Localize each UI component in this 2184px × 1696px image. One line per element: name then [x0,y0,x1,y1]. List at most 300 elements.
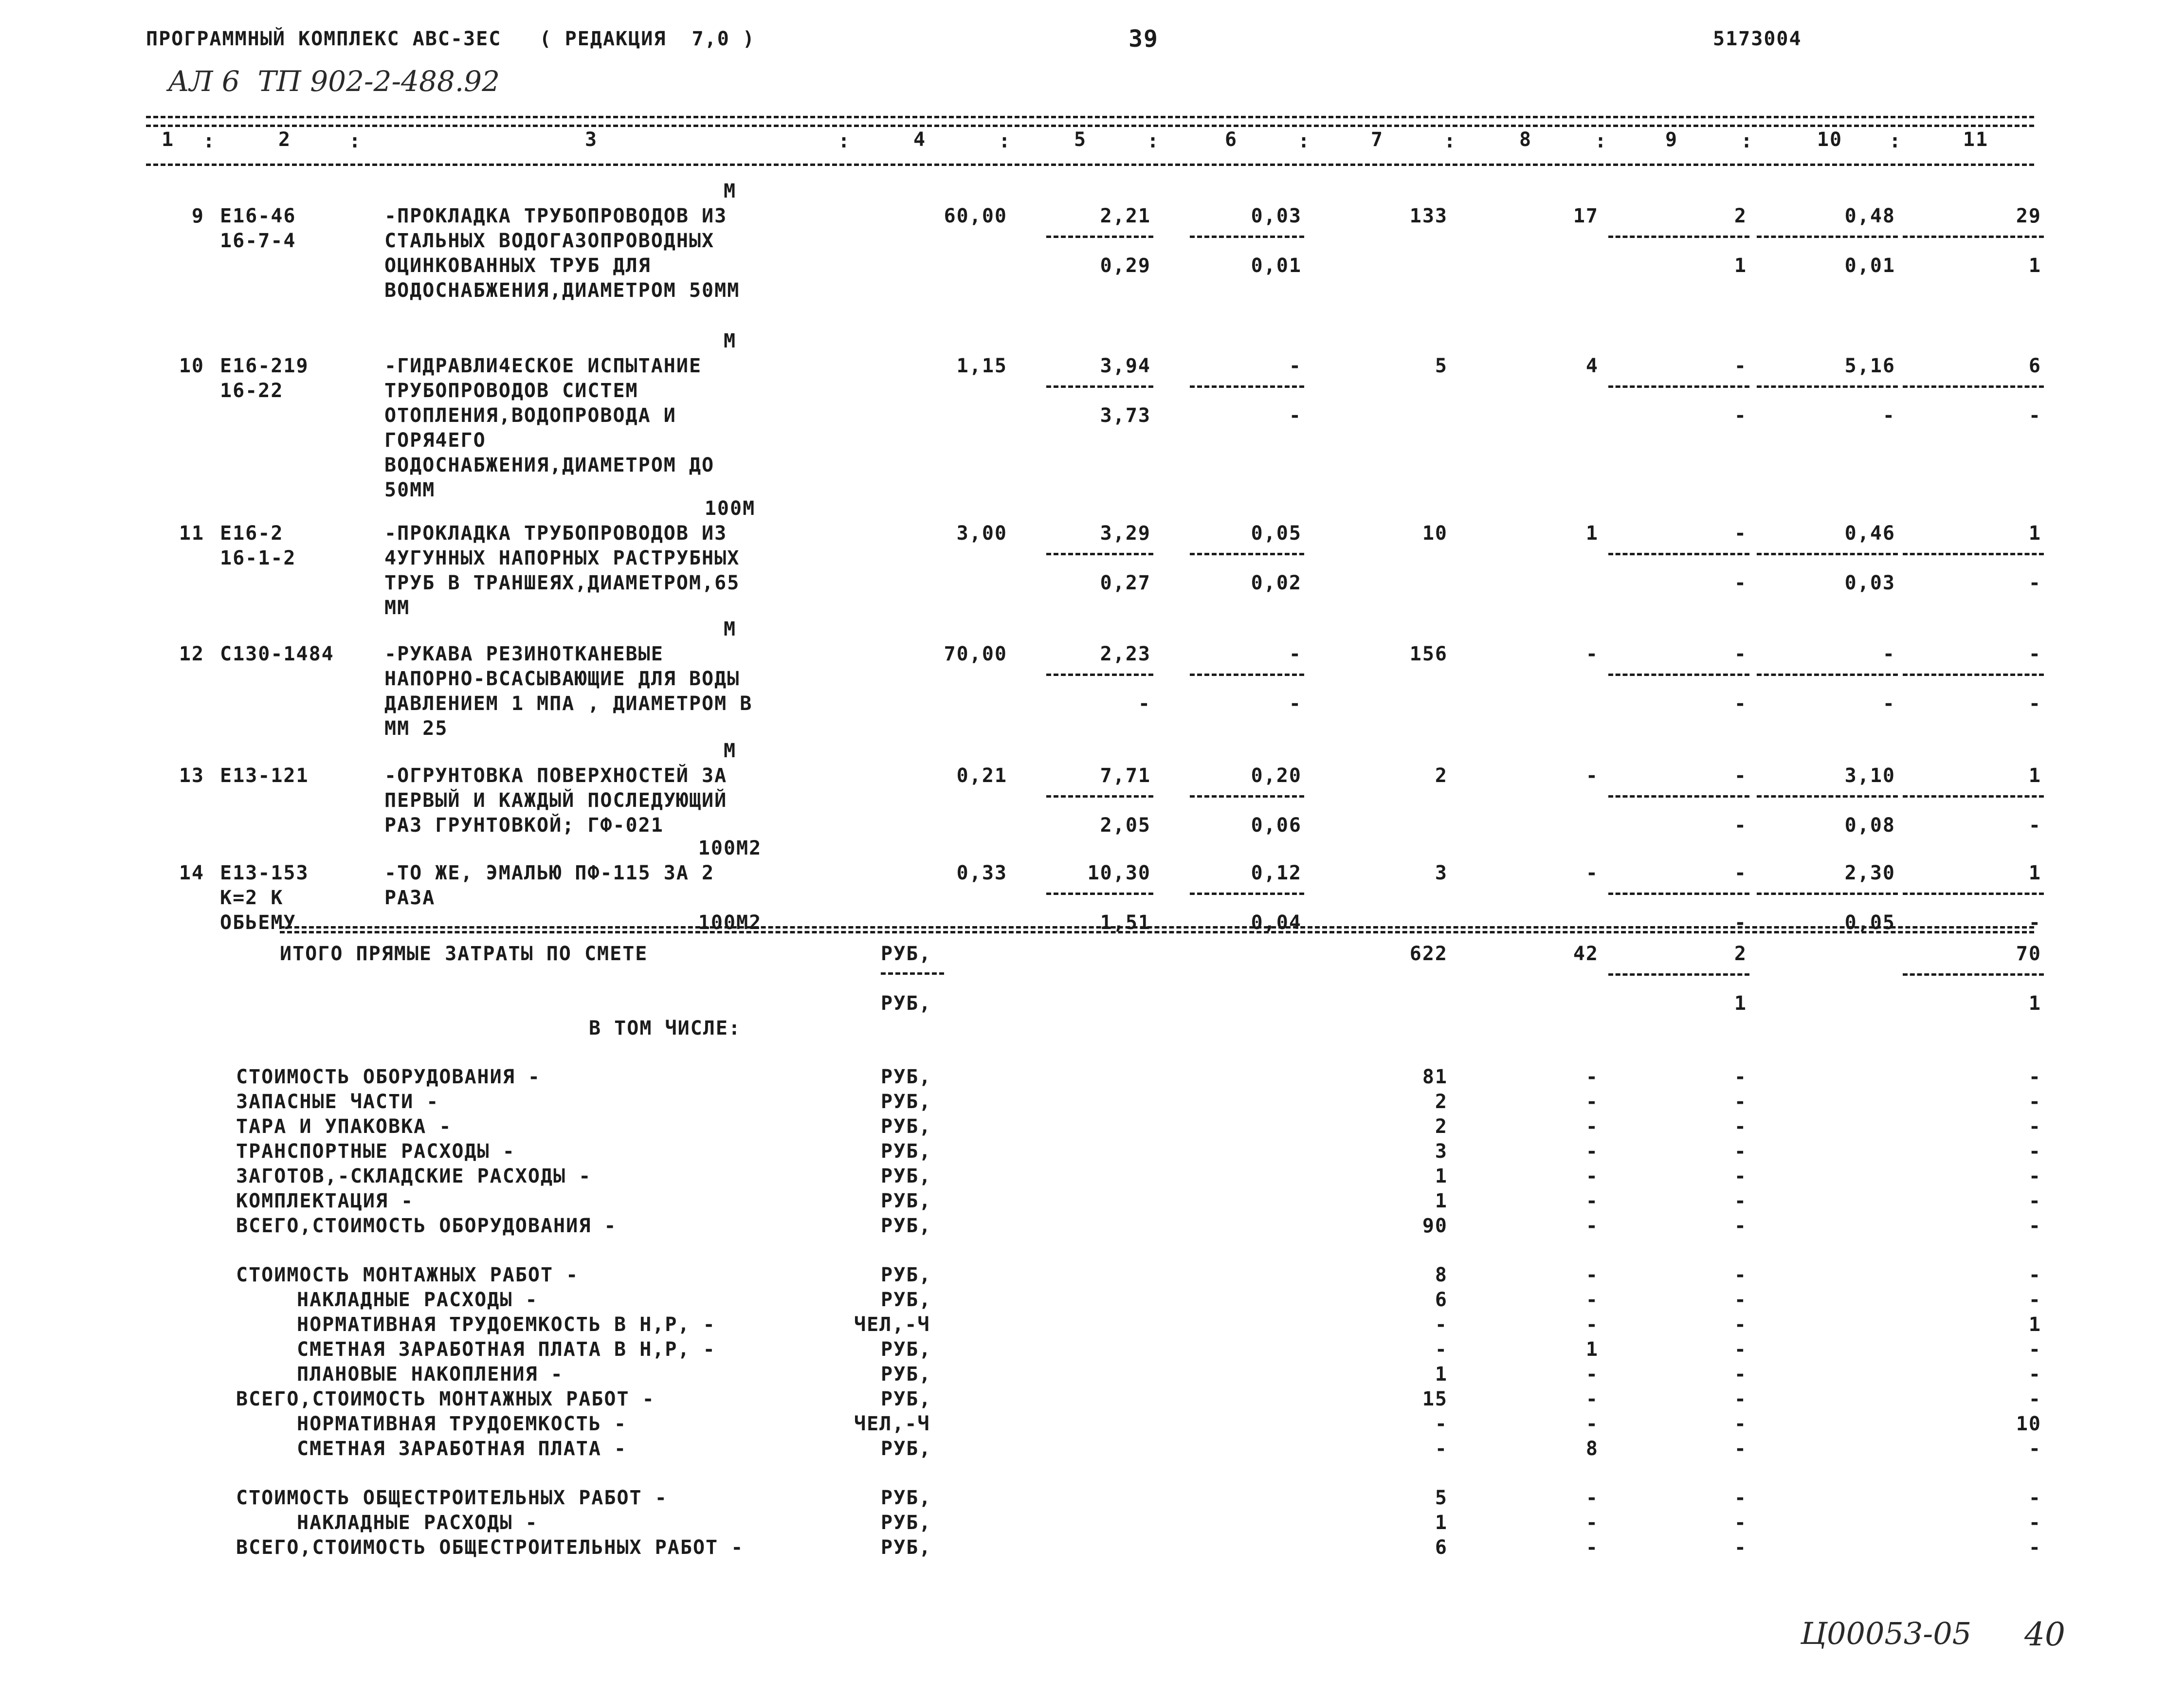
row-unit-price: 2,23 [1100,643,1151,665]
summary-cost: 3 [1435,1140,1448,1163]
row-wages: 1 [1585,522,1599,545]
program-title: ПРОГРАММНЫЙ КОМПЛЕКС АВС-3ЕС ( РЕДАКЦИЯ 7,0 ) [146,28,755,50]
summary-wages: - [1585,1313,1599,1336]
row-number: 9 [191,205,204,227]
row-total-cost: 2 [1435,765,1448,787]
header-rule-top [146,116,2034,118]
row-machines-wages: - [1734,814,1747,837]
row-labor-machines: - [1882,693,1895,715]
fraction-rule [1046,893,1153,895]
summary-unit: ЧЕЛ,-Ч [854,1313,930,1336]
summary-wages: - [1585,1190,1599,1212]
summary-unit: РУБ, [881,1289,932,1311]
fraction-rule [1903,674,2044,676]
summary-machines: - [1734,1338,1747,1361]
summary-cost: - [1435,1413,1448,1435]
summary-label: ВСЕГО,СТОИМОСТЬ МОНТАЖНЫХ РАБОТ - [236,1388,655,1410]
summary-label: СТОИМОСТЬ ОБЩЕСТРОИТЕЛЬНЫХ РАБОТ - [236,1487,668,1509]
column-header-3: 3 [584,128,598,151]
row-unit-machines: 0,05 [1251,522,1302,545]
row-unit: М [723,618,737,640]
summary-label: ПЛАНОВЫЕ НАКОПЛЕНИЯ - [297,1363,564,1386]
summary-machines: - [1734,1165,1747,1187]
row-unit-machines: 0,12 [1251,862,1302,884]
summary-wages: - [1585,1363,1599,1386]
row-total-cost: 5 [1435,355,1448,377]
summary-unit: ЧЕЛ,-Ч [854,1413,930,1435]
row-description-line: 4УГУННЫХ НАПОРНЫХ РАСТРУБНЫХ [384,547,740,569]
summary-unit: РУБ, [881,1066,932,1088]
fraction-rule [1046,553,1153,555]
fraction-rule [1046,674,1153,676]
summary-unit: РУБ, [881,1165,932,1187]
fraction-rule [1757,674,1898,676]
summary-cost: - [1435,1438,1448,1460]
totals-machines: 2 [1734,943,1747,965]
row-wages: - [1585,643,1599,665]
column-header-9: 9 [1665,128,1678,151]
row-number: 13 [179,765,204,787]
row-code: Е16-2 [220,522,284,545]
totals-wages: 42 [1573,943,1599,965]
column-separator: : [1594,130,1608,152]
row-description-line: -ГИДРАВЛИ4ЕСКОЕ ИСПЫТАНИЕ [384,355,702,377]
row-machines: - [1734,522,1747,545]
summary-cost: 1 [1435,1363,1448,1386]
summary-cost: 1 [1435,1190,1448,1212]
totals-label: ИТОГО ПРЯМЫЕ ЗАТРАТЫ ПО СМЕТЕ [280,943,648,965]
fraction-rule [1903,893,2044,895]
row-labor-total-b: - [2028,572,2041,594]
fraction-rule [1046,236,1153,238]
totals-labor-rule [1903,973,2044,976]
row-labor: 2,30 [1844,862,1895,884]
fraction-rule [1190,674,1304,676]
row-labor-total: 1 [2028,522,2041,545]
column-header-1: 1 [161,128,175,151]
row-number: 10 [179,355,204,377]
row-unit: М [723,180,737,202]
row-code: 16-7-4 [220,230,296,252]
summary-labor: - [2028,1091,2041,1113]
handwritten-project-ref: АЛ 6 ТП 902-2-488.92 [168,65,500,98]
row-code: К=2 К [220,887,284,909]
summary-label: ТРАНСПОРТНЫЕ РАСХОДЫ - [236,1140,515,1163]
row-labor-total: 1 [2028,862,2041,884]
fraction-rule [1608,795,1749,798]
row-unit-price-wages: 0,29 [1100,255,1151,277]
summary-labor: - [2028,1115,2041,1138]
row-labor: 0,46 [1844,522,1895,545]
row-code: Е16-219 [220,355,309,377]
summary-label: НАКЛАДНЫЕ РАСХОДЫ - [297,1512,538,1534]
row-machines: - [1734,862,1747,884]
summary-cost: 6 [1435,1536,1448,1559]
row-code: 16-1-2 [220,547,296,569]
fraction-rule [1757,893,1898,895]
summary-label: НОРМАТИВНАЯ ТРУДОЕМКОСТЬ - [297,1413,627,1435]
row-labor: 5,16 [1844,355,1895,377]
row-code: Е16-46 [220,205,296,227]
summary-cost: - [1435,1338,1448,1361]
row-quantity: 70,00 [944,643,1007,665]
row-labor-total: 6 [2028,355,2041,377]
row-number: 11 [179,522,204,545]
row-total-cost: 3 [1435,862,1448,884]
fraction-rule [1903,795,2044,798]
fraction-rule [1757,236,1898,238]
row-unit-price: 2,21 [1100,205,1151,227]
row-unit-price-wages: 1,51 [1100,912,1151,934]
summary-machines: - [1734,1215,1747,1237]
row-wages: 17 [1573,205,1599,227]
summary-label: ЗАГОТОВ,-СКЛАДСКИЕ РАСХОДЫ - [236,1165,592,1187]
row-unit-price-wages: - [1138,693,1151,715]
row-unit-machines-wages: 0,06 [1251,814,1302,837]
summary-labor: - [2028,1289,2041,1311]
row-machines: - [1734,643,1747,665]
totals-rule-top-2 [280,931,2034,933]
row-description-line: ГОРЯ4ЕГО [384,429,486,452]
summary-machines: - [1734,1190,1747,1212]
row-labor: - [1882,643,1895,665]
fraction-rule [1608,674,1749,676]
summary-machines: - [1734,1438,1747,1460]
row-labor-total: 1 [2028,765,2041,787]
totals-unit-2: РУБ, [881,992,932,1015]
summary-labor: - [2028,1165,2041,1187]
summary-unit: РУБ, [881,1338,932,1361]
including-label: В ТОМ ЧИСЛЕ: [589,1017,741,1039]
document-code: 5173004 [1713,28,1802,50]
summary-label: СМЕТНАЯ ЗАРАБОТНАЯ ПЛАТА - [297,1438,627,1460]
summary-wages: - [1585,1091,1599,1113]
summary-machines: - [1734,1066,1747,1088]
summary-labor: - [2028,1264,2041,1286]
summary-wages: - [1585,1115,1599,1138]
row-machines-wages: - [1734,912,1747,934]
summary-machines: - [1734,1289,1747,1311]
row-machines-wages: - [1734,572,1747,594]
column-separator: : [202,130,216,152]
column-header-6: 6 [1224,128,1238,151]
fraction-rule [1190,795,1304,798]
row-code: ОБЬЕМУ [220,912,296,934]
summary-label: НОРМАТИВНАЯ ТРУДОЕМКОСТЬ В Н,Р, - [297,1313,716,1336]
summary-unit: РУБ, [881,1363,932,1386]
row-machines-wages: - [1734,404,1747,427]
row-labor-total-b: - [2028,814,2041,837]
fraction-rule [1757,795,1898,798]
row-unit-machines-wages: 0,02 [1251,572,1302,594]
row-description-line: ВОДОСНАБЖЕНИЯ,ДИАМЕТРОМ 50ММ [384,279,740,302]
row-labor-machines: 0,01 [1844,255,1895,277]
row-labor-machines: - [1882,404,1895,427]
summary-wages: - [1585,1140,1599,1163]
row-quantity: 0,33 [956,862,1007,884]
summary-unit: РУБ, [881,1215,932,1237]
totals-machines-wages: 1 [1734,992,1747,1015]
summary-machines: - [1734,1512,1747,1534]
summary-cost: 1 [1435,1165,1448,1187]
row-labor-total: - [2028,643,2041,665]
row-description-line: ММ [384,597,410,619]
row-code: Е13-121 [220,765,309,787]
summary-machines: - [1734,1536,1747,1559]
row-description-line: -РУКАВА РЕЗИНОТКАНЕВЫЕ [384,643,664,665]
row-unit: 100М2 [698,837,762,859]
summary-wages: - [1585,1165,1599,1187]
row-wages: 4 [1585,355,1599,377]
summary-machines: - [1734,1264,1747,1286]
row-machines: 2 [1734,205,1747,227]
row-unit-price-wages: 3,73 [1100,404,1151,427]
summary-unit: РУБ, [881,1091,932,1113]
row-description-line: -ПРОКЛАДКА ТРУБОПРОВОДОВ ИЗ [384,522,728,545]
row-labor-total-b: - [2028,693,2041,715]
summary-labor: - [2028,1512,2041,1534]
summary-unit: РУБ, [881,1487,932,1509]
row-description-line: ДАВЛЕНИЕМ 1 МПА , ДИАМЕТРОМ В [384,693,753,715]
summary-label: ВСЕГО,СТОИМОСТЬ ОБЩЕСТРОИТЕЛЬНЫХ РАБОТ - [236,1536,744,1559]
fraction-rule [1608,893,1749,895]
row-labor-total: 29 [2016,205,2041,227]
header-rule-top-2 [146,125,2034,127]
summary-labor: - [2028,1066,2041,1088]
fraction-rule [1757,385,1898,388]
row-wages: - [1585,765,1599,787]
summary-label: КОМПЛЕКТАЦИЯ - [236,1190,414,1212]
summary-wages: - [1585,1215,1599,1237]
totals-machines-rule [1608,973,1749,976]
fraction-rule [1757,553,1898,555]
column-separator: : [837,130,851,152]
summary-unit: РУБ, [881,1512,932,1534]
summary-cost: 90 [1422,1215,1448,1237]
row-unit: М [723,330,737,352]
row-description-line: ТРУБОПРОВОДОВ СИСТЕМ [384,380,638,402]
row-description-line: -ОГРУНТОВКА ПОВЕРХНОСТЕЙ ЗА [384,765,728,787]
summary-unit: РУБ, [881,1115,932,1138]
column-header-8: 8 [1519,128,1532,151]
summary-unit: РУБ, [881,1264,932,1286]
summary-cost: 2 [1435,1115,1448,1138]
row-labor-machines: 0,03 [1844,572,1895,594]
column-separator: : [1443,130,1457,152]
row-total-cost: 133 [1409,205,1448,227]
row-machines: - [1734,765,1747,787]
row-labor-total-b: - [2028,404,2041,427]
fraction-rule [1903,385,2044,388]
row-description-line: СТАЛЬНЫХ ВОДОГАЗОПРОВОДНЫХ [384,230,715,252]
row-description-line: -ПРОКЛАДКА ТРУБОПРОВОДОВ ИЗ [384,205,728,227]
row-total-cost: 10 [1422,522,1448,545]
column-header-10: 10 [1817,128,1843,151]
row-unit-machines: 0,20 [1251,765,1302,787]
row-unit-price: 3,29 [1100,522,1151,545]
totals-unit: РУБ, [881,943,932,965]
summary-machines: - [1734,1313,1747,1336]
fraction-rule [1190,236,1304,238]
totals-rule-top [280,926,2034,929]
summary-cost: 5 [1435,1487,1448,1509]
column-separator: : [1297,130,1311,152]
fraction-rule [1190,385,1304,388]
summary-label: НАКЛАДНЫЕ РАСХОДЫ - [297,1289,538,1311]
fraction-rule [1608,385,1749,388]
fraction-rule [1190,553,1304,555]
row-description-line: -ТО ЖЕ, ЭМАЛЬЮ ПФ-115 ЗА 2 [384,862,715,884]
row-description-line: НАПОРНО-ВСАСЫВАЮЩИЕ ДЛЯ ВОДЫ [384,668,740,690]
totals-unit-rule [881,972,944,975]
fraction-rule [1608,236,1749,238]
column-header-2: 2 [278,128,291,151]
row-description-line: ОЦИНКОВАННЫХ ТРУБ ДЛЯ [384,255,651,277]
summary-cost: 1 [1435,1512,1448,1534]
row-number: 12 [179,643,204,665]
row-description-line: РАЗ ГРУНТОВКОЙ; ГФ-021 [384,814,664,837]
column-separator: : [1147,130,1160,152]
row-machines-wages: - [1734,693,1747,715]
row-code: Е13-153 [220,862,309,884]
totals-labor: 70 [2016,943,2041,965]
header-rule-bottom [146,164,2034,166]
row-code: С130-1484 [220,643,334,665]
row-unit-machines-wages: 0,04 [1251,912,1302,934]
row-unit-price: 7,71 [1100,765,1151,787]
row-description-line: ТРУБ В ТРАНШЕЯХ,ДИАМЕТРОМ,65 [384,572,740,594]
row-description-line: ММ 25 [384,717,448,740]
summary-label: СТОИМОСТЬ МОНТАЖНЫХ РАБОТ - [236,1264,579,1286]
summary-machines: - [1734,1091,1747,1113]
summary-unit: РУБ, [881,1140,932,1163]
summary-labor: - [2028,1338,2041,1361]
row-unit-price: 3,94 [1100,355,1151,377]
summary-wages: - [1585,1264,1599,1286]
summary-labor: 10 [2016,1413,2041,1435]
row-unit: М [723,740,737,762]
column-separator: : [348,130,362,152]
row-quantity: 60,00 [944,205,1007,227]
fraction-rule [1190,893,1304,895]
row-description-line: ПЕРВЫЙ И КАЖДЫЙ ПОСЛЕДУЮЩИЙ [384,789,728,812]
row-code: 16-22 [220,380,284,402]
row-labor: 3,10 [1844,765,1895,787]
summary-machines: - [1734,1140,1747,1163]
fraction-rule [1903,236,2044,238]
column-header-5: 5 [1074,128,1087,151]
row-labor-machines: 0,05 [1844,912,1895,934]
column-header-4: 4 [913,128,927,151]
summary-wages: 1 [1585,1338,1599,1361]
summary-wages: - [1585,1512,1599,1534]
summary-labor: - [2028,1215,2041,1237]
summary-wages: - [1585,1388,1599,1410]
summary-cost: 81 [1422,1066,1448,1088]
row-unit-price-wages: 2,05 [1100,814,1151,837]
summary-wages: 8 [1585,1438,1599,1460]
row-machines: - [1734,355,1747,377]
summary-machines: - [1734,1363,1747,1386]
summary-labor: - [2028,1438,2041,1460]
summary-labor: - [2028,1140,2041,1163]
summary-unit: РУБ, [881,1536,932,1559]
row-wages: - [1585,862,1599,884]
page-number: 39 [1128,25,1159,53]
summary-labor: 1 [2028,1313,2041,1336]
row-unit: 100М2 [698,912,762,934]
summary-labor: - [2028,1536,2041,1559]
row-unit-machines: - [1289,355,1302,377]
row-unit: 100М [704,497,756,520]
summary-cost: - [1435,1313,1448,1336]
row-machines-wages: 1 [1734,255,1747,277]
row-quantity: 3,00 [956,522,1007,545]
column-separator: : [1889,130,1902,152]
column-header-7: 7 [1370,128,1384,151]
row-description-line: РАЗА [384,887,436,909]
column-separator: : [1740,130,1754,152]
column-header-11: 11 [1963,128,1989,151]
summary-wages: - [1585,1289,1599,1311]
row-number: 14 [179,862,204,884]
row-unit-machines: - [1289,643,1302,665]
summary-label: СМЕТНАЯ ЗАРАБОТНАЯ ПЛАТА В Н,Р, - [297,1338,716,1361]
row-labor-total-b: - [2028,912,2041,934]
summary-wages: - [1585,1536,1599,1559]
column-separator: : [998,130,1012,152]
row-quantity: 0,21 [956,765,1007,787]
row-description-line: ОТОПЛЕНИЯ,ВОДОПРОВОДА И [384,404,676,427]
row-labor-total-b: 1 [2028,255,2041,277]
summary-labor: - [2028,1388,2041,1410]
handwritten-page-number: 40 [2024,1616,2065,1653]
summary-machines: - [1734,1388,1747,1410]
row-unit-machines: 0,03 [1251,205,1302,227]
row-total-cost: 156 [1409,643,1448,665]
fraction-rule [1903,553,2044,555]
summary-machines: - [1734,1413,1747,1435]
row-unit-price: 10,30 [1087,862,1151,884]
row-unit-machines-wages: - [1289,404,1302,427]
summary-cost: 6 [1435,1289,1448,1311]
summary-wages: - [1585,1066,1599,1088]
row-unit-machines-wages: - [1289,693,1302,715]
summary-machines: - [1734,1487,1747,1509]
summary-unit: РУБ, [881,1190,932,1212]
row-unit-price-wages: 0,27 [1100,572,1151,594]
totals-cost: 622 [1409,943,1448,965]
row-labor: 0,48 [1844,205,1895,227]
fraction-rule [1046,385,1153,388]
summary-wages: - [1585,1413,1599,1435]
summary-unit: РУБ, [881,1438,932,1460]
row-quantity: 1,15 [956,355,1007,377]
summary-machines: - [1734,1115,1747,1138]
summary-cost: 15 [1422,1388,1448,1410]
summary-wages: - [1585,1487,1599,1509]
summary-labor: - [2028,1487,2041,1509]
summary-labor: - [2028,1363,2041,1386]
row-labor-machines: 0,08 [1844,814,1895,837]
summary-label: ЗАПАСНЫЕ ЧАСТИ - [236,1091,439,1113]
summary-label: СТОИМОСТЬ ОБОРУДОВАНИЯ - [236,1066,541,1088]
handwritten-archive-code: Ц00053-05 [1801,1616,1972,1651]
summary-cost: 2 [1435,1091,1448,1113]
totals-labor-b: 1 [2028,992,2041,1015]
row-unit-machines-wages: 0,01 [1251,255,1302,277]
summary-label: ТАРА И УПАКОВКА - [236,1115,452,1138]
